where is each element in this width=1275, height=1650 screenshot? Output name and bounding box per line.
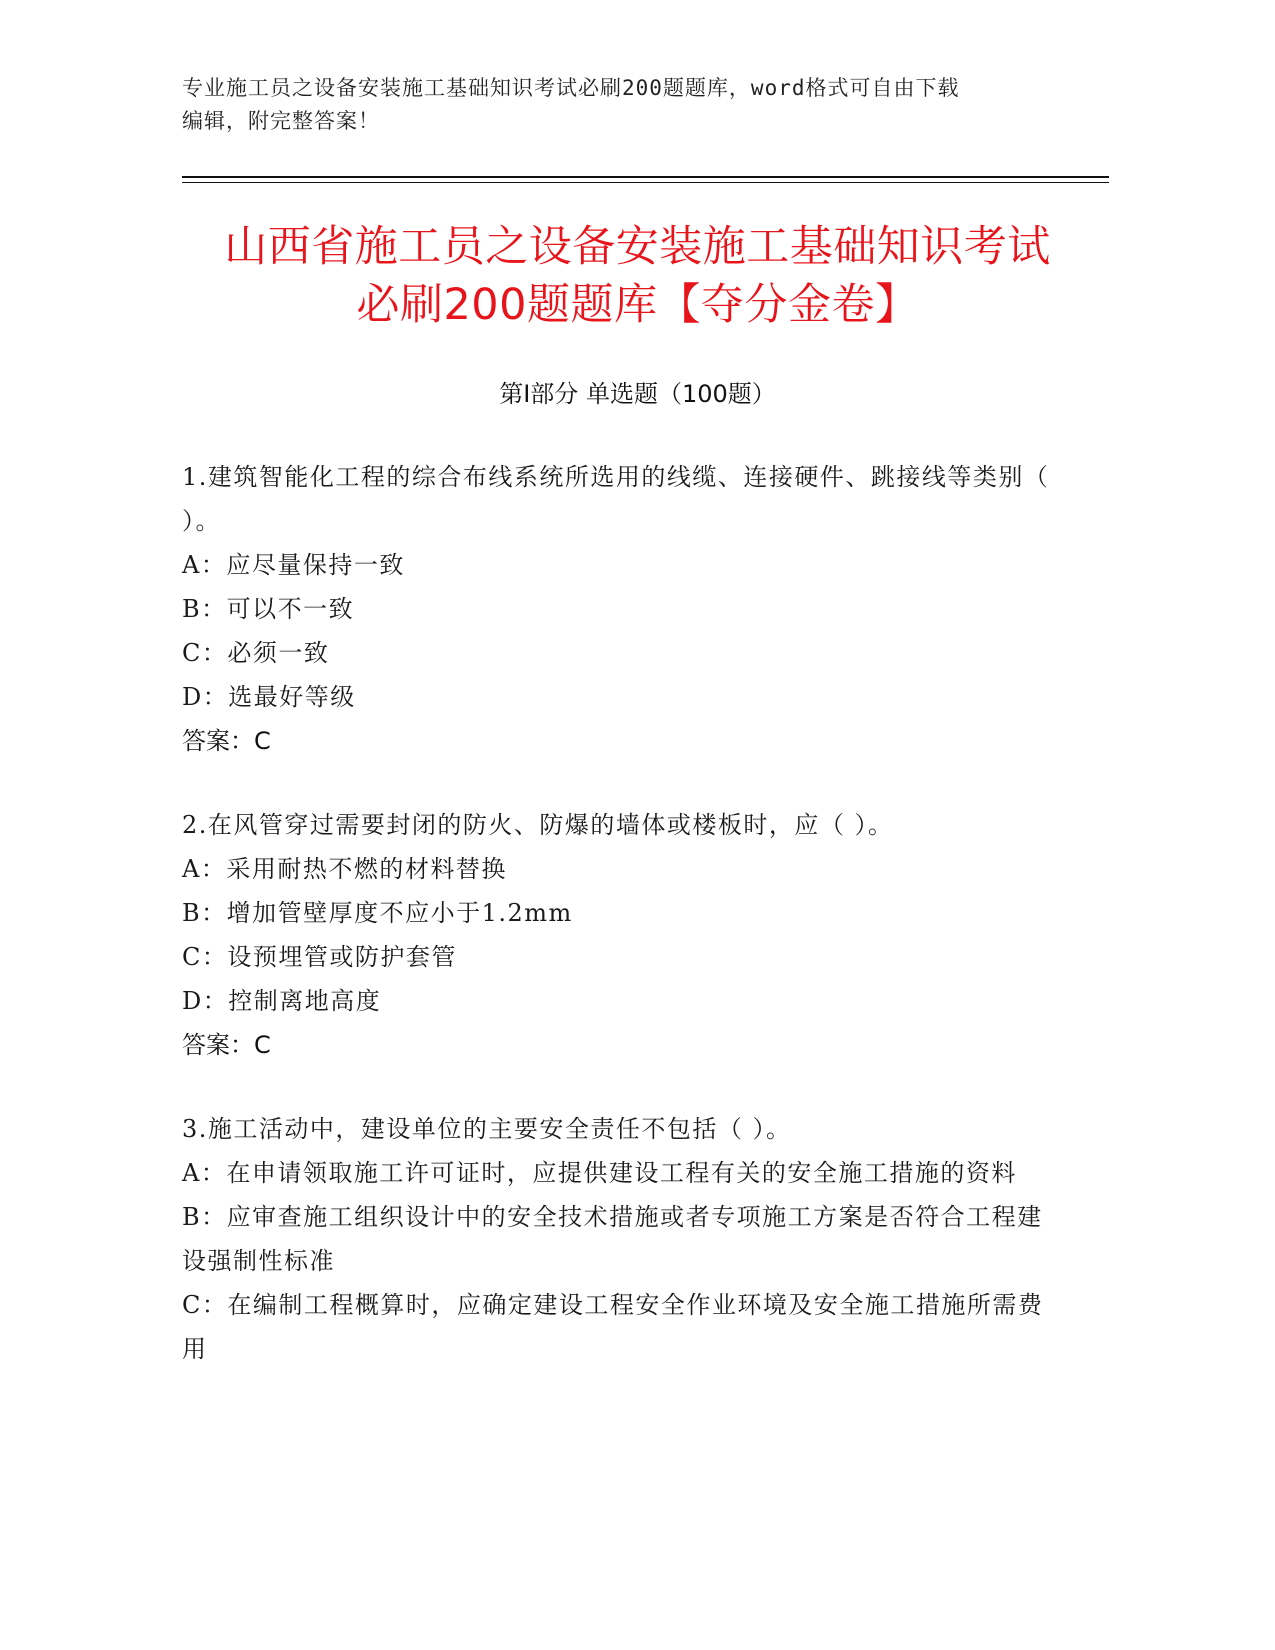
option-c: C：必须一致 bbox=[182, 639, 330, 667]
option-b: B：应审查施工组织设计中的安全技术措施或者专项施工方案是否符合工程建设强制性标准 bbox=[182, 1203, 1043, 1275]
option-d: D：选最好等级 bbox=[182, 683, 356, 711]
option-b: B：可以不一致 bbox=[182, 595, 355, 623]
header-note-line-1: 专业施工员之设备安装施工基础知识考试必刷200题题库，word格式可自由下载 bbox=[182, 76, 960, 100]
question-1 bbox=[182, 455, 1062, 763]
option-c: C：设预埋管或防护套管 bbox=[182, 943, 457, 971]
option-b: B：增加管壁厚度不应小于1.2mm bbox=[182, 899, 573, 927]
question-text: 2.在风管穿过需要封闭的防火、防爆的墙体或楼板时，应（ ）。 bbox=[182, 811, 894, 839]
document-title-line-2: 必刷200题题库【夺分金卷】 bbox=[356, 280, 919, 330]
option-d: D：控制离地高度 bbox=[182, 987, 382, 1015]
question-2 bbox=[182, 803, 1062, 1067]
header-note bbox=[182, 72, 1062, 138]
question-text: 3.施工活动中，建设单位的主要安全责任不包括（ ）。 bbox=[182, 1115, 792, 1143]
question-3 bbox=[182, 1107, 1062, 1371]
question-text: 1.建筑智能化工程的综合布线系统所选用的线缆、连接硬件、跳接线等类别（ ）。 bbox=[182, 463, 1050, 535]
option-c: C：在编制工程概算时，应确定建设工程安全作业环境及安全施工措施所需费用 bbox=[182, 1291, 1044, 1363]
option-a: A：采用耐热不燃的材料替换 bbox=[182, 855, 507, 883]
option-a: A：在申请领取施工许可证时，应提供建设工程有关的安全施工措施的资料 bbox=[182, 1159, 1017, 1187]
header-divider-thin bbox=[182, 182, 1109, 183]
question-list bbox=[182, 455, 1062, 1411]
document-title-line-1: 山西省施工员之设备安装施工基础知识考试 bbox=[224, 222, 1051, 272]
section-title: 第Ⅰ部分 单选题（100题） bbox=[499, 380, 776, 408]
header-note-line-2: 编辑，附完整答案！ bbox=[182, 109, 380, 133]
document-title bbox=[130, 218, 1145, 334]
answer: 答案：C bbox=[182, 727, 271, 755]
option-a: A：应尽量保持一致 bbox=[182, 551, 405, 579]
header-divider-thick bbox=[182, 176, 1109, 178]
answer: 答案：C bbox=[182, 1031, 271, 1059]
